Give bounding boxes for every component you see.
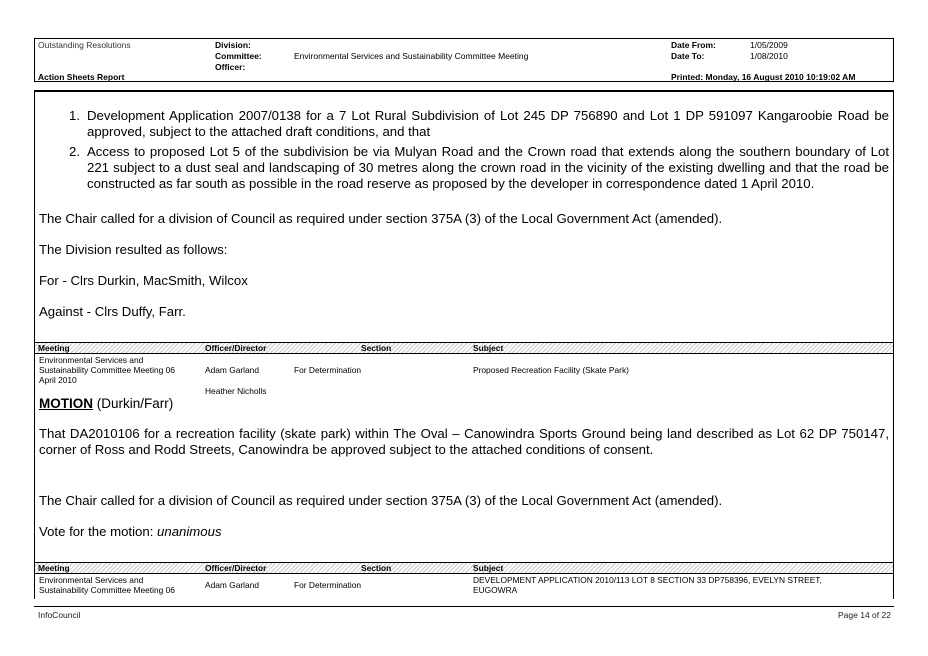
list-item-line: approved, subject to the attached draft conditions, and that [87, 124, 431, 139]
committee-label: Committee: [215, 51, 262, 61]
list-item-line: 221 subject to a dust seal and landscaping of 30 metres along the crown road in the vicinity of the existing dwelling and that the road be [87, 160, 889, 175]
committee-value: Environmental Services and Sustainability Committee Meeting [294, 51, 529, 61]
list-item [87, 108, 889, 140]
date-from-label: Date From: [671, 40, 716, 50]
col-subject: Subject [473, 563, 504, 573]
row-officer: Heather Nicholls [205, 386, 267, 396]
list-number: 2. [69, 144, 80, 159]
list-item-line: constructed as far south as possible in the road reserve as proposed by the developer in correspondence dated 1 April 2010. [87, 176, 815, 191]
row-officer: Adam Garland [205, 365, 259, 375]
vote-against: Against - Clrs Duffy, Farr. [39, 304, 186, 319]
col-subject: Subject [473, 343, 504, 353]
row-meeting-line: Sustainability Committee Meeting 06 [39, 585, 175, 595]
row-section: For Determination [294, 580, 362, 590]
row-meeting-line: Environmental Services and [39, 355, 144, 365]
col-section: Section [361, 563, 392, 573]
vote-for: For - Clrs Durkin, MacSmith, Wilcox [39, 273, 248, 288]
motion-label: MOTION [39, 396, 93, 411]
date-to-value: 1/08/2010 [750, 51, 788, 61]
date-from-value: 1/05/2009 [750, 40, 788, 50]
list-item-line: Access to proposed Lot 5 of the subdivision be via Mulyan Road and the Crown road that extends along the southern boundary of Lot [87, 144, 889, 159]
table-header [35, 342, 893, 354]
officer-label: Officer: [215, 62, 246, 72]
row-officer: Adam Garland [205, 580, 259, 590]
row-subject: Proposed Recreation Facility (Skate Park) [473, 365, 629, 375]
report-name: Outstanding Resolutions [38, 40, 131, 50]
division-statement: The Division resulted as follows: [39, 242, 228, 257]
col-section: Section [361, 343, 392, 353]
list-item [87, 144, 889, 192]
row-section: For Determination [294, 365, 362, 375]
footer-divider [34, 606, 894, 607]
row-subject [473, 575, 822, 595]
row-meeting-line: April 2010 [39, 375, 77, 385]
motion-text [39, 426, 889, 458]
footer-brand: InfoCouncil [38, 610, 81, 620]
col-officer: Officer/Director [205, 563, 267, 573]
division-label: Division: [215, 40, 251, 50]
col-meeting: Meeting [38, 343, 70, 353]
motion-heading [39, 396, 173, 411]
printed-label: Printed: [671, 72, 704, 82]
row-meeting-line: Sustainability Committee Meeting 06 [39, 365, 175, 375]
chair-statement: The Chair called for a division of Council as required under section 375A (3) of the Local Government Act (amended). [39, 211, 723, 226]
row-meeting [39, 355, 175, 385]
vote-value: unanimous [157, 524, 222, 539]
row-subject-line: DEVELOPMENT APPLICATION 2010/113 LOT 8 SECTION 33 DP758396, EVELYN STREET, [473, 575, 822, 585]
motion-movers: (Durkin/Farr) [93, 396, 174, 411]
table-header [35, 562, 893, 574]
row-subject-line: EUGOWRA [473, 585, 518, 595]
vote-result [39, 524, 222, 540]
chair-statement: The Chair called for a division of Council as required under section 375A (3) of the Local Government Act (amended). [39, 493, 723, 508]
list-number: 1. [69, 108, 80, 123]
col-officer: Officer/Director [205, 343, 267, 353]
row-meeting [39, 575, 175, 595]
motion-line: corner of Ross and Rodd Streets, Canowindra be approved subject to the attached conditions of consent. [39, 442, 654, 457]
report-type: Action Sheets Report [38, 72, 125, 82]
date-to-label: Date To: [671, 51, 705, 61]
printed-value: Monday, 16 August 2010 10:19:02 AM [705, 72, 856, 82]
col-meeting: Meeting [38, 563, 70, 573]
page-number: Page 14 of 22 [838, 610, 891, 620]
printed-stamp [671, 72, 855, 82]
motion-line: That DA2010106 for a recreation facility (skate park) within The Oval – Canowindra Sports Ground being land described as Lot 62 DP 750147, [39, 426, 889, 441]
vote-label: Vote for the motion: [39, 524, 158, 539]
row-meeting-line: Environmental Services and [39, 575, 144, 585]
list-item-line: Development Application 2007/0138 for a 7 Lot Rural Subdivision of Lot 245 DP 756890 and Lot 1 DP 591097 Kangaroobie Road be [87, 108, 889, 123]
